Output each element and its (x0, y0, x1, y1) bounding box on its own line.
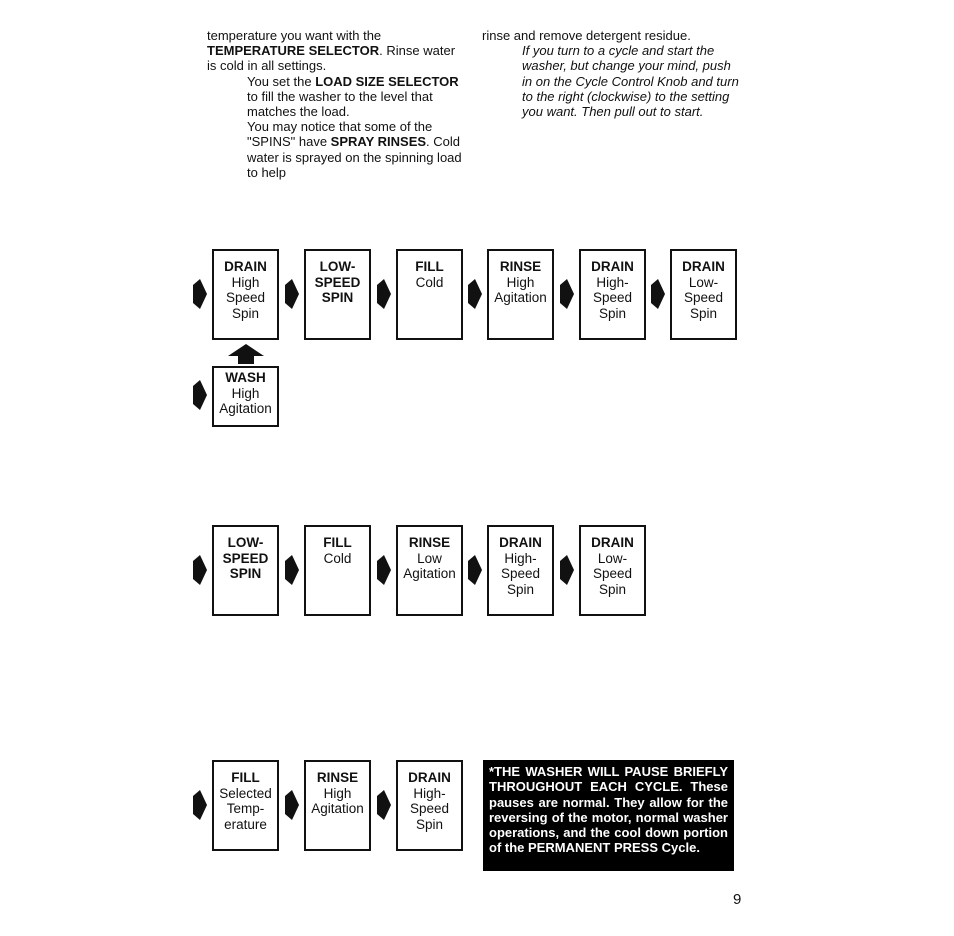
step-description: High Agitation (494, 274, 547, 305)
step-name: RINSE (499, 259, 542, 274)
right-arrow-icon (560, 555, 574, 585)
step-description: Low Agitation (403, 550, 456, 581)
right-arrow-icon (377, 790, 391, 820)
page-number: 9 (733, 891, 742, 908)
right-arrow-icon (193, 790, 207, 820)
step-name: DRAIN (682, 259, 725, 274)
step-name: DRAIN (591, 535, 634, 550)
cycle-step-box (212, 760, 279, 851)
cycle-step-box (304, 249, 371, 340)
cycle-step-box (487, 249, 554, 340)
step-name: WASH (225, 370, 266, 385)
step-name: DRAIN (499, 535, 542, 550)
step-description: High Agitation (311, 785, 364, 816)
step-description: Low- Speed Spin (592, 550, 633, 597)
paragraph-load-size: You set the LOAD SIZE SELECTOR to fill the washer to the level that matches the load. (247, 73, 459, 120)
step-name: LOW- SPEED SPIN (222, 535, 269, 581)
step-name: DRAIN (591, 259, 634, 274)
right-arrow-icon (285, 279, 299, 309)
paragraph-cycle-change: If you turn to a cycle and start the washer, but change your mind, push in on the Cycle Control Knob and turn to the right (clockwise) to the setting you want. Then pull out to start. (522, 43, 739, 120)
cycle-step-box (212, 249, 279, 340)
step-description: High Agitation (219, 385, 272, 416)
cycle-step-box (670, 249, 737, 340)
right-arrow-icon (285, 555, 299, 585)
step-description: Cold (415, 274, 444, 290)
step-description: Low- Speed Spin (683, 274, 724, 321)
step-description: High- Speed Spin (592, 274, 633, 321)
step-description: Cold (323, 550, 352, 566)
step-name: RINSE (316, 770, 359, 785)
right-arrow-icon (193, 279, 207, 309)
pause-note: *THE WASHER WILL PAUSE BRIEFLY THROUGHOUT EACH CYCLE. These pauses are normal. They allow for the reversing of the motor, normal washer operations, and the cool down portion of the PERMANENT PRESS Cycle. (483, 760, 734, 871)
cycle-step-box (579, 525, 646, 616)
cycle-step-box (212, 366, 279, 427)
step-description: High- Speed Spin (409, 785, 450, 832)
step-name: LOW- SPEED SPIN (314, 259, 361, 305)
cycle-step-box (396, 760, 463, 851)
step-description: High- Speed Spin (500, 550, 541, 597)
cycle-step-box (396, 249, 463, 340)
left-text-column (207, 28, 462, 180)
step-name: RINSE (408, 535, 451, 550)
right-arrow-icon (377, 555, 391, 585)
cycle-step-box (396, 525, 463, 616)
paragraph-spray-rinses: You may notice that some of the "SPINS" have SPRAY RINSES. Cold water is sprayed on the spinning load to help (247, 119, 462, 180)
step-description: Selected Temp- erature (219, 785, 272, 832)
cycle-step-box (212, 525, 279, 616)
step-name: FILL (323, 535, 352, 550)
right-arrow-icon (468, 555, 482, 585)
right-arrow-icon (285, 790, 299, 820)
right-arrow-icon (377, 279, 391, 309)
right-arrow-icon (193, 380, 207, 410)
step-name: DRAIN (408, 770, 451, 785)
cycle-step-box (304, 760, 371, 851)
paragraph-temperature: temperature you want with the TEMPERATURE SELECTOR. Rinse water is cold in all settings. (207, 28, 456, 74)
right-arrow-icon (468, 279, 482, 309)
cycle-step-box (579, 249, 646, 340)
step-name: FILL (415, 259, 444, 274)
step-description: High Speed Spin (225, 274, 266, 321)
step-name: FILL (231, 770, 260, 785)
cycle-step-box (487, 525, 554, 616)
paragraph-rinse-residue: rinse and remove detergent residue. (482, 28, 691, 43)
up-arrow-icon (228, 344, 264, 364)
right-arrow-icon (193, 555, 207, 585)
step-name: DRAIN (224, 259, 267, 274)
cycle-step-box (304, 525, 371, 616)
right-arrow-icon (560, 279, 574, 309)
right-arrow-icon (651, 279, 665, 309)
right-text-column (482, 28, 744, 119)
